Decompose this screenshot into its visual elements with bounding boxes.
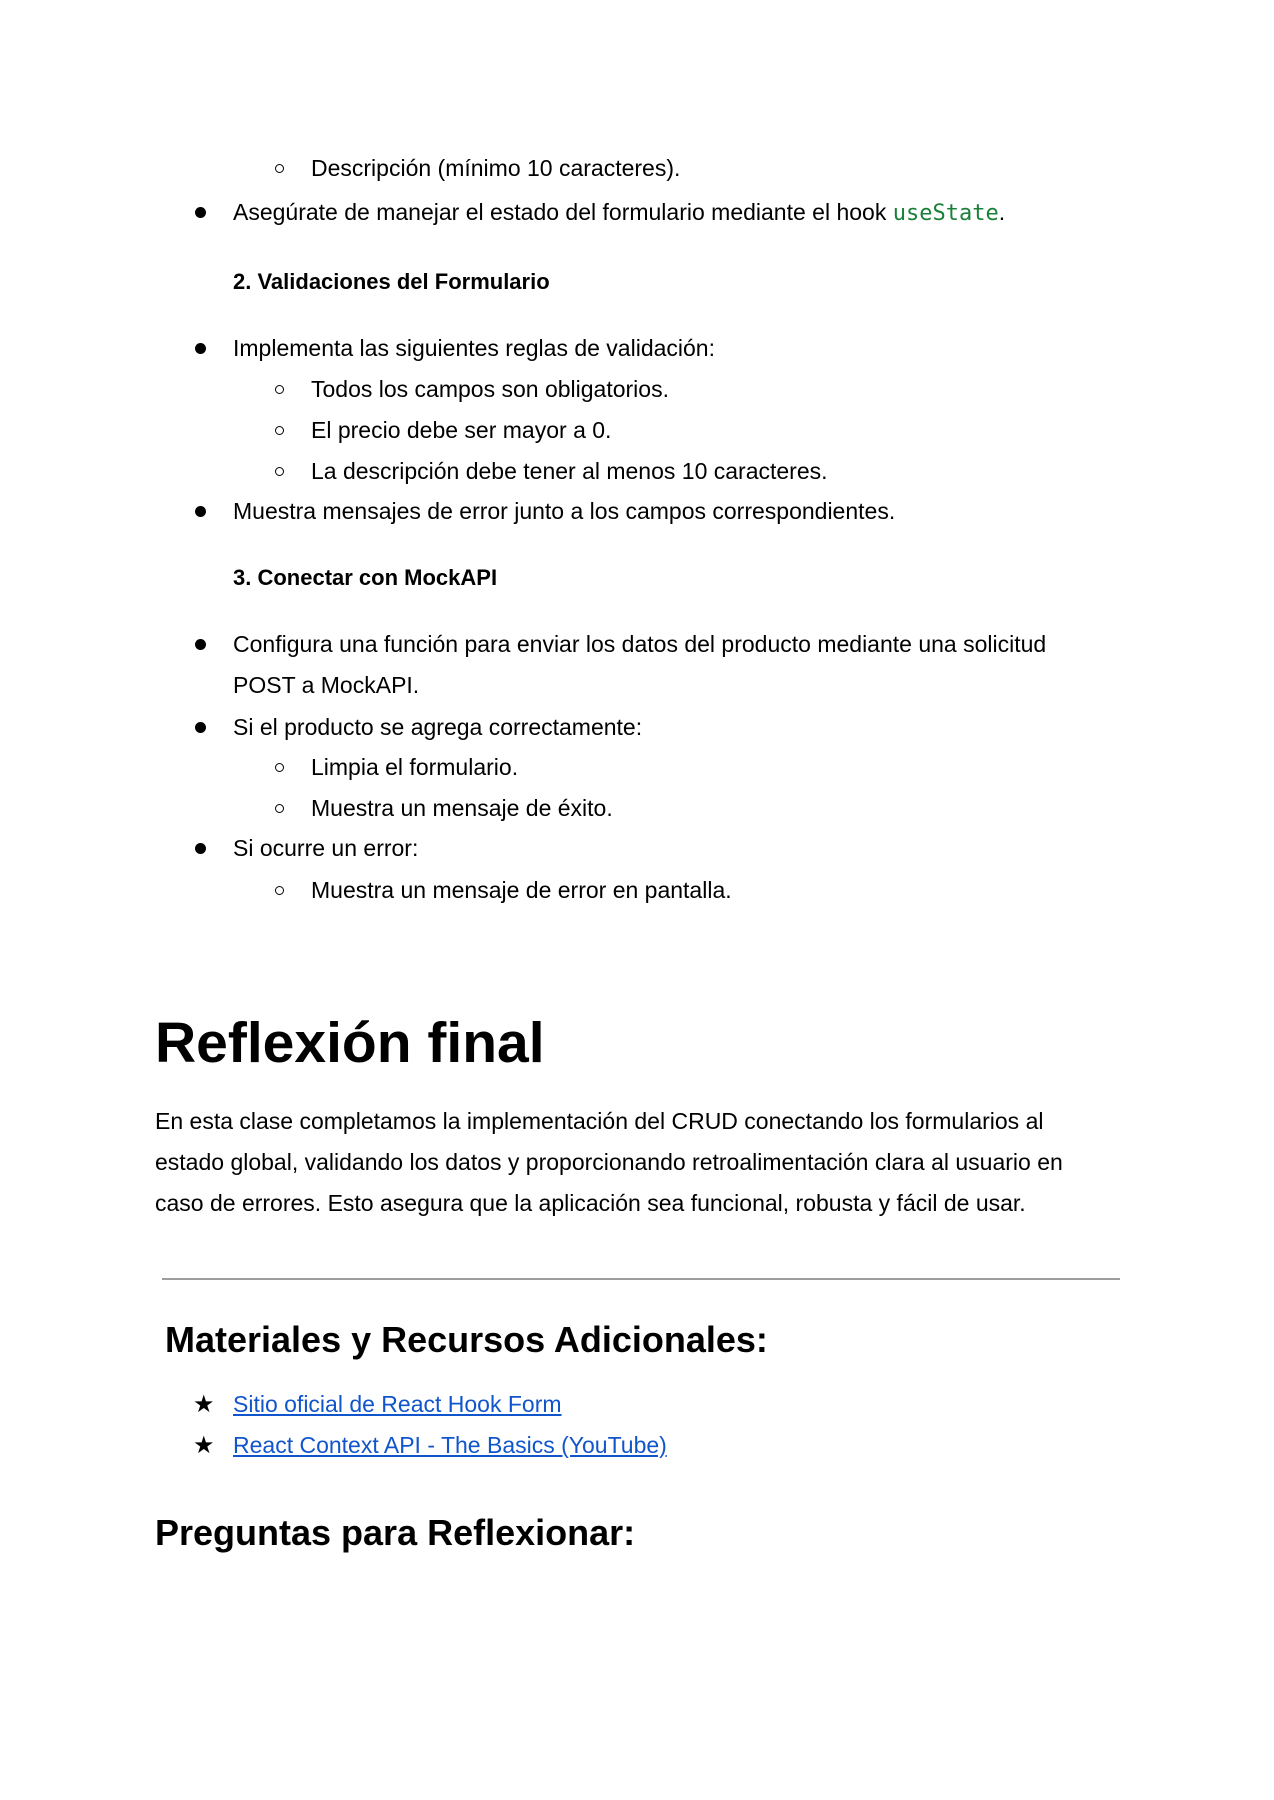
sub-bullet-circle-icon [275,804,284,813]
reflexion-paragraph-line-2: estado global, validando los datos y proporcionando retroalimentación clara al usuario en [155,1149,1063,1175]
sub-item-obligatorios: Todos los campos son obligatorios. [311,376,669,402]
star-bullet-icon: ★ [193,1390,215,1418]
bullet-usestate-suffix: . [998,199,1006,225]
sub-item-error-pantalla: Muestra un mensaje de error en pantalla. [311,877,732,903]
materiales-title: Materiales y Recursos Adicionales: [165,1319,768,1360]
bullet-correcto: Si el producto se agrega correctamente: [233,714,643,740]
bullet-dot-icon [195,639,206,650]
link-react-hook-form[interactable] [233,1389,562,1419]
bullet-dot-icon [195,843,206,854]
bullet-dot-icon [195,506,206,517]
horizontal-divider [162,1278,1120,1280]
link-react-context-api[interactable] [233,1430,667,1460]
bullet-errores: Muestra mensajes de error junto a los campos correspondientes. [233,498,896,524]
sub-bullet-circle-icon [275,426,284,435]
sub-item-precio: El precio debe ser mayor a 0. [311,417,612,443]
bullet-error: Si ocurre un error: [233,835,419,861]
bullet-dot-icon [195,207,206,218]
reflexion-paragraph-line-3: caso de errores. Esto asegura que la aplicación sea funcional, robusta y fácil de usar. [155,1190,1026,1216]
bullet-usestate [233,197,1005,229]
reflexion-paragraph-line-1: En esta clase completamos la implementación del CRUD conectando los formularios al [155,1108,1044,1134]
sub-bullet-circle-icon [275,385,284,394]
preguntas-title: Preguntas para Reflexionar: [155,1512,636,1553]
bullet-configura-line2: POST a MockAPI. [233,672,420,698]
sub-bullet-circle-icon [275,763,284,772]
sub-bullet-circle-icon [275,886,284,895]
star-bullet-icon: ★ [193,1431,215,1459]
sub-bullet-circle-icon [275,467,284,476]
usestate-code: useState [892,201,999,226]
bullet-configura-line1: Configura una función para enviar los datos del producto mediante una solicitud [233,631,1047,657]
bullet-dot-icon [195,722,206,733]
sub-item-exito: Muestra un mensaje de éxito. [311,795,613,821]
reflexion-title: Reflexión final [155,1011,545,1075]
bullet-reglas: Implementa las siguientes reglas de validación: [233,335,715,361]
sub-item-descripcion: Descripción (mínimo 10 caracteres). [311,155,681,181]
section-heading-mockapi: 3. Conectar con MockAPI [233,565,498,590]
link-react-hook-form-text[interactable]: Sitio oficial de React Hook Form [233,1391,562,1417]
link-react-context-api-text[interactable]: React Context API - The Basics (YouTube) [233,1432,667,1458]
bullet-usestate-text: Asegúrate de manejar el estado del formulario mediante el hook [233,199,893,225]
sub-item-descripcion-minimo: La descripción debe tener al menos 10 caracteres. [311,458,828,484]
section-heading-validaciones: 2. Validaciones del Formulario [233,269,550,294]
sub-item-limpia: Limpia el formulario. [311,754,519,780]
bullet-dot-icon [195,343,206,354]
sub-bullet-circle-icon [275,164,284,173]
